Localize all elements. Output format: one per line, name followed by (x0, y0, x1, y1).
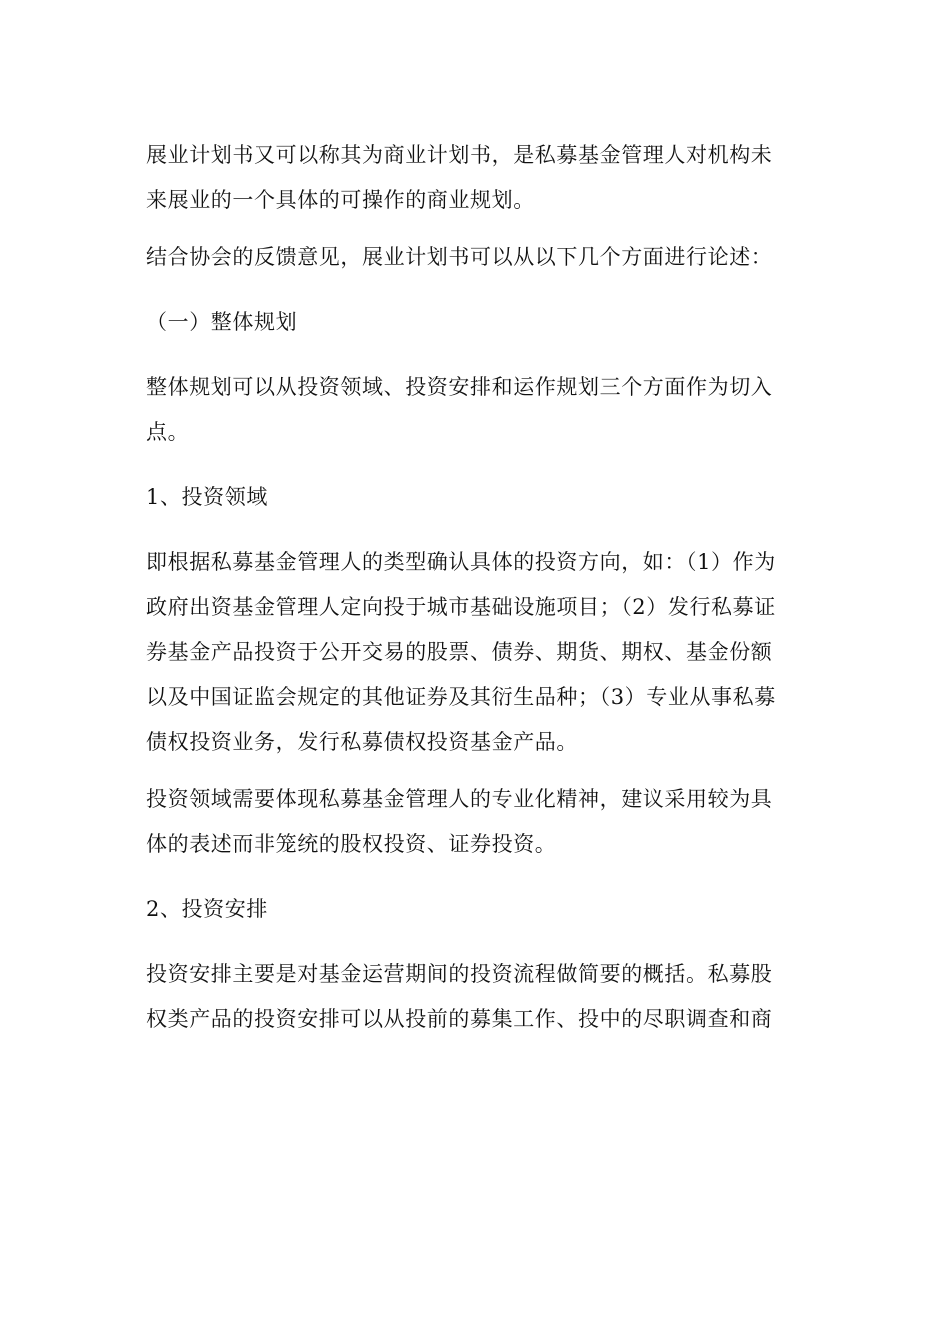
paragraph-intro (146, 133, 818, 223)
text-line: 整体规划可以从投资领域、投资安排和运作规划三个方面作为切入 (146, 375, 773, 399)
text-line: 政府出资基金管理人定向投于城市基础设施项目；（2）发行私募证 (146, 595, 776, 619)
subheading-investment-field (146, 475, 818, 520)
paragraph-investment-field-note (146, 777, 818, 867)
text-line: （一）整体规划 (146, 310, 298, 334)
text-line: 券基金产品投资于公开交易的股票、债券、期货、期权、基金份额 (146, 640, 773, 664)
text-line: 2、投资安排 (146, 897, 268, 921)
text-line: 结合协会的反馈意见，展业计划书可以从以下几个方面进行论述： (146, 245, 773, 269)
subheading-investment-arrangement (146, 887, 818, 932)
text-line: 债权投资业务，发行私募债权投资基金产品。 (146, 730, 578, 754)
paragraph-feedback (146, 235, 818, 280)
text-line: 权类产品的投资安排可以从投前的募集工作、投中的尽职调查和商 (146, 1007, 773, 1031)
document-page (146, 133, 818, 1042)
text-line: 展业计划书又可以称其为商业计划书，是私募基金管理人对机构未 (146, 143, 773, 167)
text-line: 投资领域需要体现私募基金管理人的专业化精神，建议采用较为具 (146, 787, 773, 811)
text-line: 体的表述而非笼统的股权投资、证券投资。 (146, 832, 557, 856)
text-line: 即根据私募基金管理人的类型确认具体的投资方向，如：（1）作为 (146, 550, 776, 574)
section-heading-overall-plan (146, 300, 818, 345)
text-line: 1、投资领域 (146, 485, 268, 509)
paragraph-investment-arrangement (146, 952, 818, 1042)
text-line: 以及中国证监会规定的其他证券及其衍生品种；（3）专业从事私募 (146, 685, 776, 709)
text-line: 来展业的一个具体的可操作的商业规划。 (146, 188, 535, 212)
paragraph-investment-field (146, 540, 818, 765)
text-line: 点。 (146, 420, 190, 444)
text-line: 投资安排主要是对基金运营期间的投资流程做简要的概括。私募股 (146, 962, 773, 986)
paragraph-overall-plan (146, 365, 818, 455)
